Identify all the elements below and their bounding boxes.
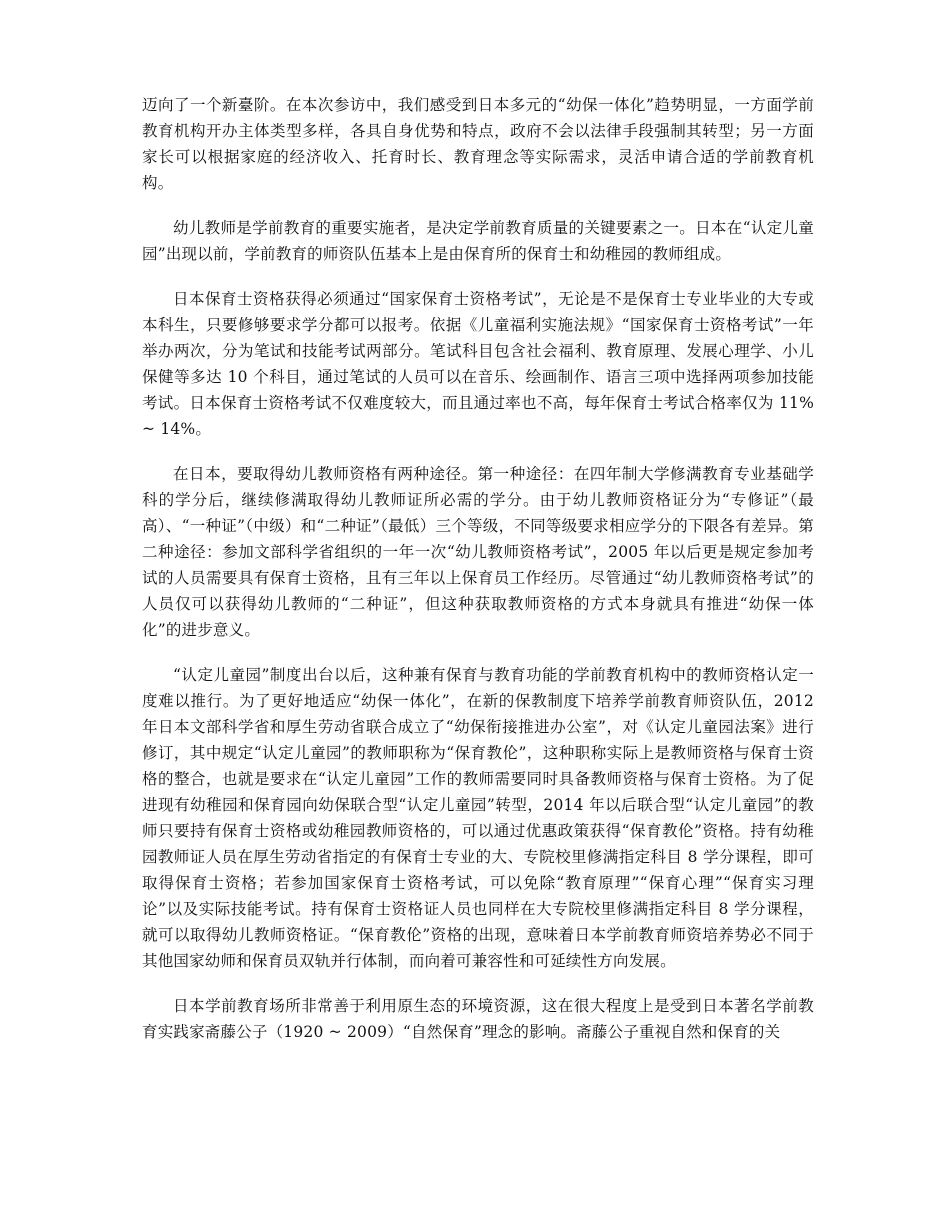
paragraph-2: 幼儿教师是学前教育的重要实施者，是决定学前教育质量的关键要素之一。日本在“认定儿童园”出现以前，学前教育的师资队伍基本上是由保育所的保育士和幼稚园的教师组成。 xyxy=(142,219,814,263)
paragraph-5: “认定儿童园”制度出台以后，这种兼有保育与教育功能的学前教育机构中的教师资格认定一度难以推行。为了更好地适应“幼保一体化”，在新的保教制度下培养学前教育师资队伍，2012 年日本文部科学省和厚生劳动省联合成立了“幼保衔接推进办公室”，对《认定儿童园法案》进行修订，其中规定“认定儿童园”的教师职称为“保育教伦”，这种职称实际上是教师资格与保育士资格的整合，也就是要求在“认定儿童园”工作的教师需要同时具备教师资格与保育士资格。为了促进现有幼稚园和保育园向幼保联合型“认定儿童园”转型，2014 年以后联合型“认定儿童园”的教师只要持有保育士资格或幼稚园教师资格的，可以通过优惠政策获得“保育教伦”资格。持有幼稚园教师证人员在厚生劳动省指定的有保育士专业的大、专院校里修满指定科目 8 学分课程，即可取得保育士资格；若参加国家保育士资格考试，可以免除“教育原理”“保育心理”“保育实习理论”以及实际技能考试。持有保育士资格证人员也同样在大专院校里修满指定科目 8 学分课程，就可以取得幼儿教师资格证。“保育教伦”资格的出现，意味着日本学前教育师资培养势必不同于其他国家幼师和保育员双轨并行体制，而向着可兼容性和可延续性方向发展。 xyxy=(142,666,814,970)
paragraph-3: 日本保育士资格获得必须通过“国家保育士资格考试”，无论是不是保育士专业毕业的大专或本科生，只要修够要求学分都可以报考。依据《儿童福利实施法规》“国家保育士资格考试”一年举办两次，分为笔试和技能考试两部分。笔试科目包含社会福利、教育原理、发展心理学、小儿保健等多达 10 个科目，通过笔试的人员可以在音乐、绘画制作、语言三项中选择两项参加技能考试。日本保育士资格考试不仅难度较大，而且通过率也不高，每年保育士考试合格率仅为 11% ~ 14%。 xyxy=(142,290,814,438)
paragraph-4: 在日本，要取得幼儿教师资格有两种途径。第一种途径：在四年制大学修满教育专业基础学科的学分后，继续修满取得幼儿教师证所必需的学分。由于幼儿教师资格证分为“专修证”（最高）、“一种证”（中级）和“二种证”（最低）三个等级，不同等级要求相应学分的下限各有差异。第二种途径：参加文部科学省组织的一年一次“幼儿教师资格考试”，2005 年以后更是规定参加考试的人员需要具有保育士资格，且有三年以上保育员工作经历。尽管通过“幼儿教师资格考试”的人员仅可以获得幼儿教师的“二种证”，但这种获取教师资格的方式本身就具有推进“幼保一体化”的进步意义。 xyxy=(142,465,814,639)
paragraph-6: 日本学前教育场所非常善于利用原生态的环境资源，这在很大程度上是受到日本著名学前教育实践家斋藤公子（1920 ~ 2009）“自然保育”理念的影响。斋藤公子重视自然和保育的关 xyxy=(142,997,814,1041)
paragraph-1: 迈向了一个新臺阶。在本次参访中，我们感受到日本多元的“幼保一体化”趋势明显，一方面学前教育机构开办主体类型多样，各具自身优势和特点，政府不会以法律手段强制其转型；另一方面家长可以根据家庭的经济收入、托育时长、教育理念等实际需求，灵活申请合适的学前教育机构。 xyxy=(142,96,814,192)
document-page xyxy=(142,92,814,1064)
